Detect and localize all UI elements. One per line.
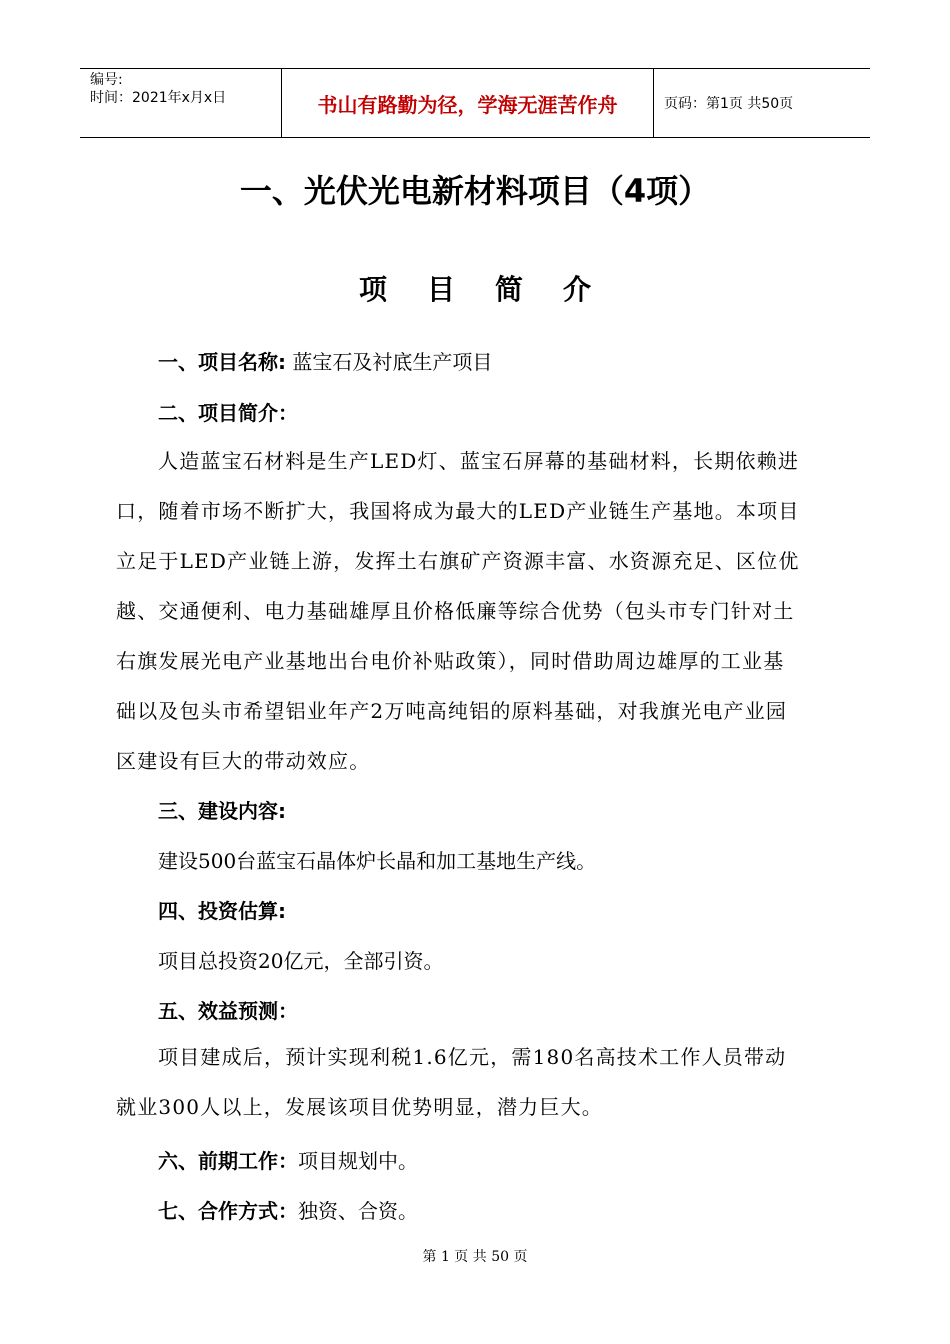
benefit-paragraph: [116, 1032, 836, 1132]
build-heading-line: [158, 795, 286, 824]
coop-value: 独资、合资。: [298, 1199, 418, 1223]
prework-value: 项目规划中。: [298, 1149, 418, 1173]
prework-line: [158, 1145, 418, 1174]
number-label: 编号:: [90, 72, 123, 88]
invest-value: 项目总投资20亿元，全部引资。: [158, 949, 444, 973]
time-label: 时间：2021年x月x日: [90, 90, 227, 106]
intro-line: 右旗发展光电产业基地出台电价补贴政策），同时借助周边雄厚的工业基: [116, 649, 785, 673]
intro-line: 立足于LED产业链上游，发挥土右旗矿产资源丰富、水资源充足、区位优: [116, 549, 800, 573]
intro-line: 人造蓝宝石材料是生产LED灯、蓝宝石屏幕的基础材料，长期依赖进: [158, 449, 800, 473]
prework-heading: 六、前期工作：: [158, 1149, 298, 1173]
coop-heading: 七、合作方式：: [158, 1199, 298, 1223]
project-name-value: 蓝宝石及衬底生产项目: [292, 350, 493, 374]
header-info: [80, 69, 282, 137]
header-page-info: 页码：第1页 共50页: [664, 96, 794, 112]
benefit-line: 项目建成后，预计实现利税1.6亿元，需180名高技术工作人员带动: [158, 1045, 787, 1069]
intro-line: 区建设有巨大的带动效应。: [116, 749, 371, 773]
invest-heading: 四、投资估算:: [158, 899, 286, 923]
benefit-heading-line: [158, 995, 298, 1024]
document-title: 一、光伏光电新材料项目（4项）: [239, 172, 711, 210]
document-subtitle: 项目简介: [358, 273, 631, 306]
benefit-line: 就业300人以上，发展该项目优势明显，潜力巨大。: [116, 1095, 603, 1119]
intro-line: 越、交通便利、电力基础雄厚且价格低廉等综合优势（包头市专门针对土: [116, 599, 795, 623]
intro-line: 础以及包头市希望铝业年产2万吨高纯铝的原料基础，对我旗光电产业园: [116, 699, 788, 723]
intro-paragraph: [116, 436, 836, 786]
project-name-heading: 一、项目名称:: [158, 350, 286, 374]
intro-heading-line: [158, 397, 298, 426]
invest-heading-line: [158, 895, 286, 924]
intro-line: 口，随着市场不断扩大，我国将成为最大的LED产业链生产基地。本项目: [116, 499, 800, 523]
page-footer: 第 1 页 共 50 页: [422, 1249, 528, 1265]
header-motto: 书山有路勤为径，学海无涯苦作舟: [282, 69, 654, 137]
coop-line: [158, 1195, 418, 1224]
build-value: 建设500台蓝宝石晶体炉长晶和加工基地生产线。: [158, 849, 597, 873]
project-name-line: [158, 346, 492, 375]
build-heading: 三、建设内容:: [158, 799, 286, 823]
benefit-heading: 五、效益预测：: [158, 999, 298, 1023]
intro-heading: 二、项目简介：: [158, 401, 298, 425]
page-header: [80, 68, 870, 138]
